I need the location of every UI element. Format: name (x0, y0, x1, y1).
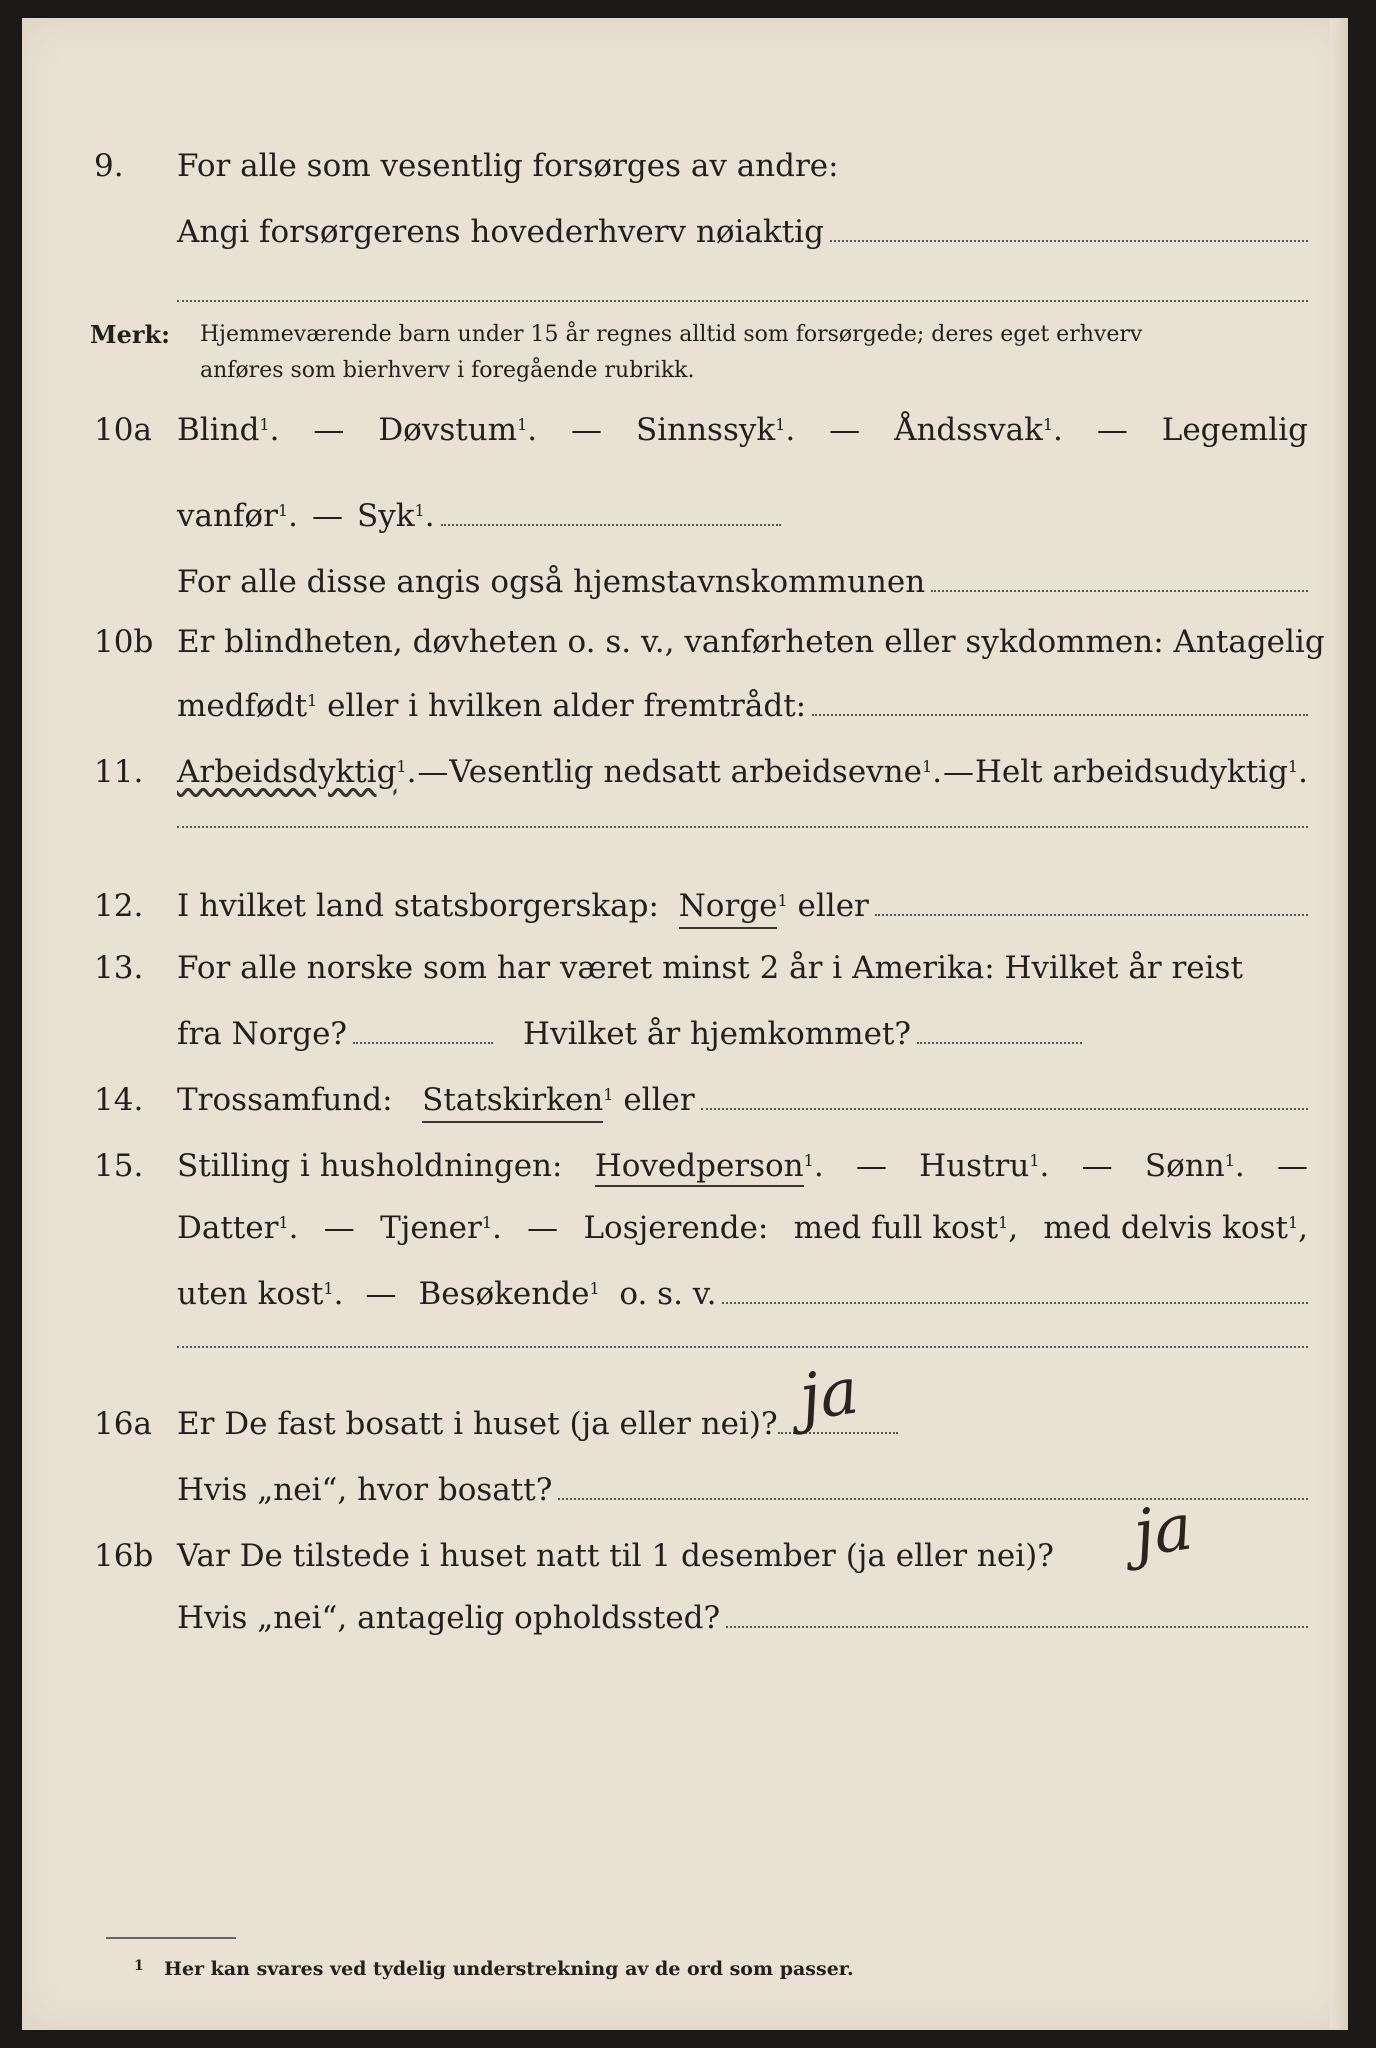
opt-nedsatt[interactable]: Vesentlig nedsatt arbeidsevne (449, 754, 922, 790)
q16b-line2 (22, 1598, 1348, 1638)
q11-line: 11. Arbeidsdyktig$^1$. — Vesentlig nedsatt arbeidsevne$^1$. — Helt arbeidsudyktig$^1$. (94, 754, 1308, 790)
q15-number: 15. (94, 1148, 144, 1184)
q10a-line3 (22, 562, 1348, 602)
q10a-municipality-prompt: For alle disse angis også hjemstavnskommunen (177, 564, 926, 600)
q9-answer-field[interactable] (830, 214, 1308, 242)
opt-datter[interactable]: Datter (177, 1210, 279, 1246)
q12-country-field[interactable] (875, 888, 1308, 916)
q10b-line2: medfødt $^1$ eller i hvilken alder fremtrådt: (22, 686, 1348, 726)
q10a-line2: vanfør $^1$ . — Syk $^1$ . (22, 496, 1348, 536)
q15-other-field[interactable] (722, 1276, 1308, 1304)
form-page (22, 18, 1348, 2030)
q16b-prompt: Hvis „nei“, antagelig opholdssted? (177, 1600, 721, 1636)
q16b-number: 16b (94, 1538, 154, 1574)
q9-number: 9. (94, 148, 124, 184)
opt-statskirken[interactable]: Statskirken (422, 1080, 603, 1123)
q11-answer-field[interactable] (177, 826, 1308, 828)
opt-delvis-kost[interactable]: med delvis kost (1043, 1210, 1288, 1246)
q15-line1: 15. Stilling i husholdningen: Hovedperson$^1$. — Hustru$^1$. — Sønn$^1$. — (22, 1146, 1348, 1186)
q9-line2 (22, 212, 1348, 252)
q15-osv: o. s. v. (619, 1276, 717, 1312)
q14-faith-field[interactable] (701, 1082, 1308, 1110)
merk-label: Merk: (90, 320, 170, 349)
q9-question: For alle som vesentlig forsørges av andre: (177, 148, 839, 184)
opt-medfodt[interactable]: medfødt (177, 688, 308, 724)
q13-left-field[interactable] (353, 1016, 493, 1044)
q13-line2 (22, 1014, 1348, 1054)
opt-dovstum[interactable]: Døvstum (378, 412, 518, 448)
q10a-line1: 10a Blind$^1$. — Døvstum$^1$. — Sinnssyk$^1$. — Åndssvak$^1$. — Legemlig (94, 412, 1308, 448)
q12-line: 12. I hvilket land statsborgerskap: Norge $^1$ eller (22, 886, 1348, 926)
q10b-line1 (22, 622, 1348, 662)
q12-eller: eller (797, 888, 869, 924)
q10a-municipality-field[interactable] (931, 564, 1308, 592)
q15-line2: Datter$^1$. — Tjener$^1$. — Losjerende: med full kost$^1$, med delvis kost$^1$, (177, 1210, 1308, 1246)
q13-left-prompt: fra Norge? (177, 1016, 348, 1052)
q15-question: Stilling i husholdningen: (177, 1148, 563, 1184)
opt-losjerende: Losjerende: (583, 1210, 769, 1246)
q10b-age-field[interactable] (812, 688, 1308, 716)
q15-line3: uten kost $^1$ . — Besøkende $^1$ o. s. v. (22, 1274, 1348, 1314)
opt-full-kost[interactable]: med full kost (793, 1210, 999, 1246)
q9-line1 (22, 146, 1348, 186)
q13-question: For alle norske som har været minst 2 år i Amerika: Hvilket år reist (177, 950, 1243, 986)
q10a-number: 10a (94, 412, 152, 448)
opt-tjener[interactable]: Tjener (380, 1210, 482, 1246)
q10b-number: 10b (94, 624, 154, 660)
footnote-number: 1 (134, 1958, 144, 1974)
opt-vanfor[interactable]: vanfør (177, 498, 278, 534)
q16a-prompt: Hvis „nei“, hvor bosatt? (177, 1472, 553, 1508)
opt-sinnssyk[interactable]: Sinnssyk (635, 412, 776, 448)
opt-besokende[interactable]: Besøkende (418, 1276, 590, 1312)
q16a-question: Er De fast bosatt i huset (ja eller nei)? (177, 1406, 778, 1442)
merk-text-2: anføres som bierhverv i foregående rubrikk. (200, 358, 695, 383)
opt-norge[interactable]: Norge (679, 886, 778, 929)
q12-question: I hvilket land statsborgerskap: (177, 888, 659, 924)
q16a-handwritten-answer: ja (795, 1354, 863, 1436)
q14-number: 14. (94, 1082, 144, 1118)
opt-legemlig[interactable]: Legemlig (1161, 412, 1308, 448)
q16a-number: 16a (94, 1406, 152, 1442)
q13-line1 (22, 948, 1348, 988)
opt-udyktig[interactable]: Helt arbeidsudyktig (974, 754, 1288, 790)
q9-prompt: Angi forsørgerens hovederhverv nøiaktig (177, 214, 824, 250)
footnote-rule (106, 1937, 236, 1939)
q10b-age-prompt: eller i hvilken alder fremtrådt: (327, 688, 807, 724)
q14-eller: eller (623, 1082, 695, 1118)
q15-answer-field[interactable] (177, 1346, 1308, 1348)
q13-return-prompt: Hvilket år hjemkommet? (523, 1016, 912, 1052)
merk-line2 (22, 356, 1348, 386)
q16b-location-field[interactable] (726, 1600, 1308, 1628)
opt-uten-kost[interactable]: uten kost (177, 1276, 324, 1312)
q14-question: Trossamfund: (177, 1082, 393, 1118)
footnote-text: Her kan svares ved tydelig understrekning av de ord som passer. (164, 1958, 854, 1980)
q16a-residence-field[interactable] (558, 1472, 1308, 1500)
opt-hustru[interactable]: Hustru (919, 1148, 1030, 1184)
opt-sonn[interactable]: Sønn (1144, 1148, 1225, 1184)
q16b-handwritten-answer: ja (1129, 1490, 1197, 1572)
opt-hovedperson[interactable]: Hovedperson (595, 1148, 804, 1187)
q14-line: 14. Trossamfund: Statskirken $^1$ eller (22, 1080, 1348, 1120)
q9-answer-field-2[interactable] (177, 300, 1308, 302)
q10b-question: Er blindheten, døvheten o. s. v., vanførheten eller sykdommen: Antagelig (177, 624, 1325, 660)
q16b-question: Var De tilstede i huset natt til 1 desember (ja eller nei)? (177, 1538, 1054, 1574)
opt-andssvak[interactable]: Åndssvak (894, 412, 1043, 448)
q12-number: 12. (94, 888, 144, 924)
merk-line1 (22, 320, 1348, 350)
q13-number: 13. (94, 950, 144, 986)
opt-arbeidsdyktig[interactable]: Arbeidsdyktig (177, 754, 397, 790)
opt-blind[interactable]: Blind (177, 412, 260, 448)
merk-text-1: Hjemmeværende barn under 15 år regnes alltid som forsørgede; deres eget erhverv (200, 322, 1143, 347)
opt-syk[interactable]: Syk (356, 498, 415, 534)
q11-number: 11. (94, 754, 144, 790)
q10a-sickness-field[interactable] (441, 498, 781, 526)
q13-return-field[interactable] (917, 1016, 1082, 1044)
q16a-line1 (22, 1404, 1348, 1444)
